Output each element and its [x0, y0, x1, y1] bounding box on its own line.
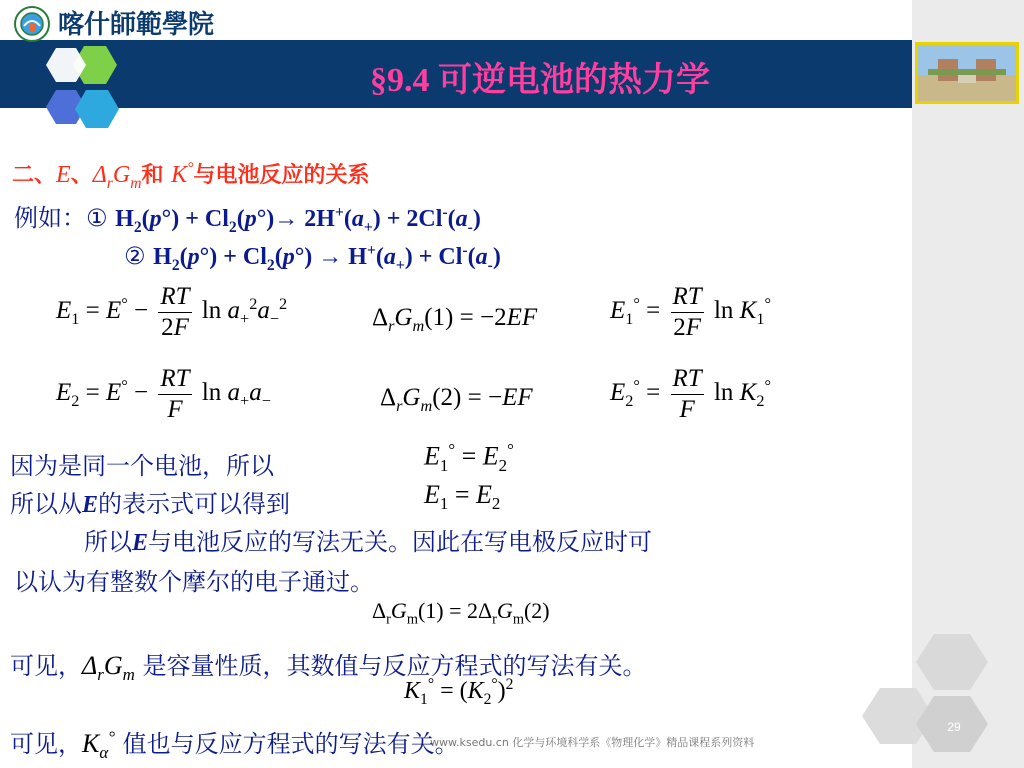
hexagon-decoration-icon: [14, 44, 144, 144]
text-line-2: 所以从E的表示式可以得到: [10, 490, 291, 518]
equation-E1-eq-E2: $E_1 = E_2$: [424, 480, 501, 514]
page-title: §9.4 可逆电池的热力学: [370, 62, 710, 99]
equation-E1std-eq-E2std: $E_1^\circ = E_2^\circ$: [424, 440, 514, 475]
text-line-1: 因为是同一个电池，所以: [10, 452, 274, 480]
equation-E2: $E_2 = E^\circ$ − $\frac{RT}{F}$ $\ln a_+a_-$: [56, 365, 271, 423]
equation-K-relation: $K_1^\circ = (K_2^\circ)^2$: [404, 676, 514, 708]
equation-dG2: $\Delta_rG_m(2) = -EF$: [380, 384, 533, 415]
equation-E1-standard: $E_1^\circ$ = $\frac{RT}{2F}$ $\ln K_1^\circ$: [610, 283, 771, 341]
section-heading: 二、E、$\Delta_rG_m$和 K°与电池反应的关系: [12, 160, 370, 192]
reaction-2: ② $H_2(p^\circ) + Cl_2(p^\circ) \to H^+(a_+) + Cl^-(a_-)$: [124, 242, 501, 274]
text-line-5: 可见，$\Delta_rG_m$ 是容量性质，其数值与反应方程式的写法有关。: [10, 651, 647, 685]
equation-dG1: $\Delta_rG_m(1) = -2EF$: [372, 304, 538, 335]
reaction-1: 例如：① $H_2(p^\circ) + Cl_2(p^\circ)\to 2H^+(a_+) + 2Cl^-(a_-)$: [14, 204, 481, 236]
footer-text: www.ksedu.cn 化学与环境科学系《物理化学》精品课程系列资料: [430, 736, 755, 749]
equation-E1: $E_1 = E^\circ$ − $\frac{RT}{2F}$ $\ln a_+^2a_-^2$: [56, 283, 288, 341]
text-line-3: 所以E与电池反应的写法无关。因此在写电极反应时可: [84, 528, 653, 556]
school-seal-icon: [14, 6, 50, 42]
school-name: 喀什師範學院: [58, 10, 215, 40]
equation-dG-relation: $\Delta_rG_m(1) = 2\Delta_rG_m(2)$: [372, 598, 550, 628]
text-line-4: 以认为有整数个摩尔的电子通过。: [14, 568, 374, 596]
text-line-6: 可见，$K_\alpha^\circ$ 值也与反应方程式的写法有关。: [10, 727, 459, 763]
equation-E2-standard: $E_2^\circ$ = $\frac{RT}{F}$ $\ln K_2^\circ$: [610, 365, 771, 423]
campus-photo: [915, 42, 1019, 104]
page-number: 29: [947, 720, 961, 734]
hexagon-footer-decoration-icon: [862, 628, 992, 758]
